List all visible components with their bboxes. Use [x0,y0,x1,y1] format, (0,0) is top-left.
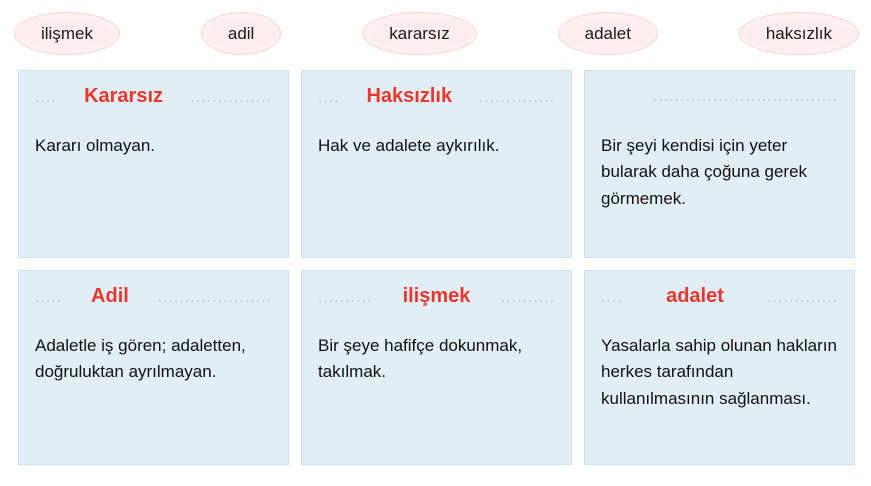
card-row-top [18,70,856,258]
definition-card-4[interactable] [301,270,572,465]
dotted-line-left: .......... [318,290,373,306]
answer-blank-4[interactable] [318,285,555,319]
definition-text: Bir şeye hafifçe dokunmak, takılmak. [318,336,523,382]
word-bank-pill-label: kararsız [389,23,450,43]
dotted-line-right: ............... [190,90,272,106]
word-bank-pill-label: haksızlık [765,23,832,43]
word-bank-pill-0[interactable] [14,12,120,55]
definition-card-3[interactable] [18,270,289,465]
definition-card-grid [18,70,856,465]
dotted-line-left: .... [601,290,623,306]
dotted-line-right: .......... [500,290,555,306]
answer-blank-0[interactable] [35,85,272,119]
word-bank-pill-2[interactable] [362,12,476,55]
answer-word: Adil [91,285,129,307]
dotted-line-left: .... [35,90,57,106]
answer-blank-5[interactable] [601,285,838,319]
definition-text: Adaletle iş gören; adaletten, doğruluktan ayrılmayan. [35,336,246,382]
word-bank [14,10,859,56]
definition-card-1[interactable] [301,70,572,258]
answer-word: Kararsız [84,85,164,107]
definition-text: Yasalarla sahip olunan hakların herkes tarafından kullanılmasının sağlanması. [601,336,837,408]
answer-word: Haksızlık [366,85,453,107]
definition-text: Hak ve adalete aykırılık. [318,136,500,155]
word-bank-pill-label: adil [227,23,255,43]
word-bank-pill-1[interactable] [201,12,281,55]
word-bank-pill-4[interactable] [739,12,859,55]
dotted-line-right: .............. [478,90,555,106]
answer-blank-1[interactable] [318,85,555,119]
answer-blank-3[interactable] [35,285,272,319]
definition-text: Kararı olmayan. [35,136,155,155]
dotted-line-right: ..................... [157,290,272,306]
definition-card-5[interactable] [584,270,855,465]
definition-card-0[interactable] [18,70,289,258]
dotted-line-left: .... [318,90,340,106]
word-bank-pill-3[interactable] [558,12,658,55]
word-bank-pill-label: ilişmek [41,23,93,43]
dotted-line-left [601,85,627,101]
answer-word: adalet [666,285,724,307]
dotted-line-left: ..... [35,290,63,306]
word-bank-pill-label: adalet [584,23,631,43]
dotted-line-right: ............. [767,290,838,306]
answer-blank-2[interactable] [601,85,838,119]
dotted-line-right: .................................. [652,89,838,105]
definition-text: Bir şeyi kendisi için yeter bularak daha çoğuna gerek görmemek. [601,136,808,208]
card-row-bottom [18,270,856,465]
answer-word: ilişmek [402,285,471,307]
definition-card-2[interactable] [584,70,855,258]
